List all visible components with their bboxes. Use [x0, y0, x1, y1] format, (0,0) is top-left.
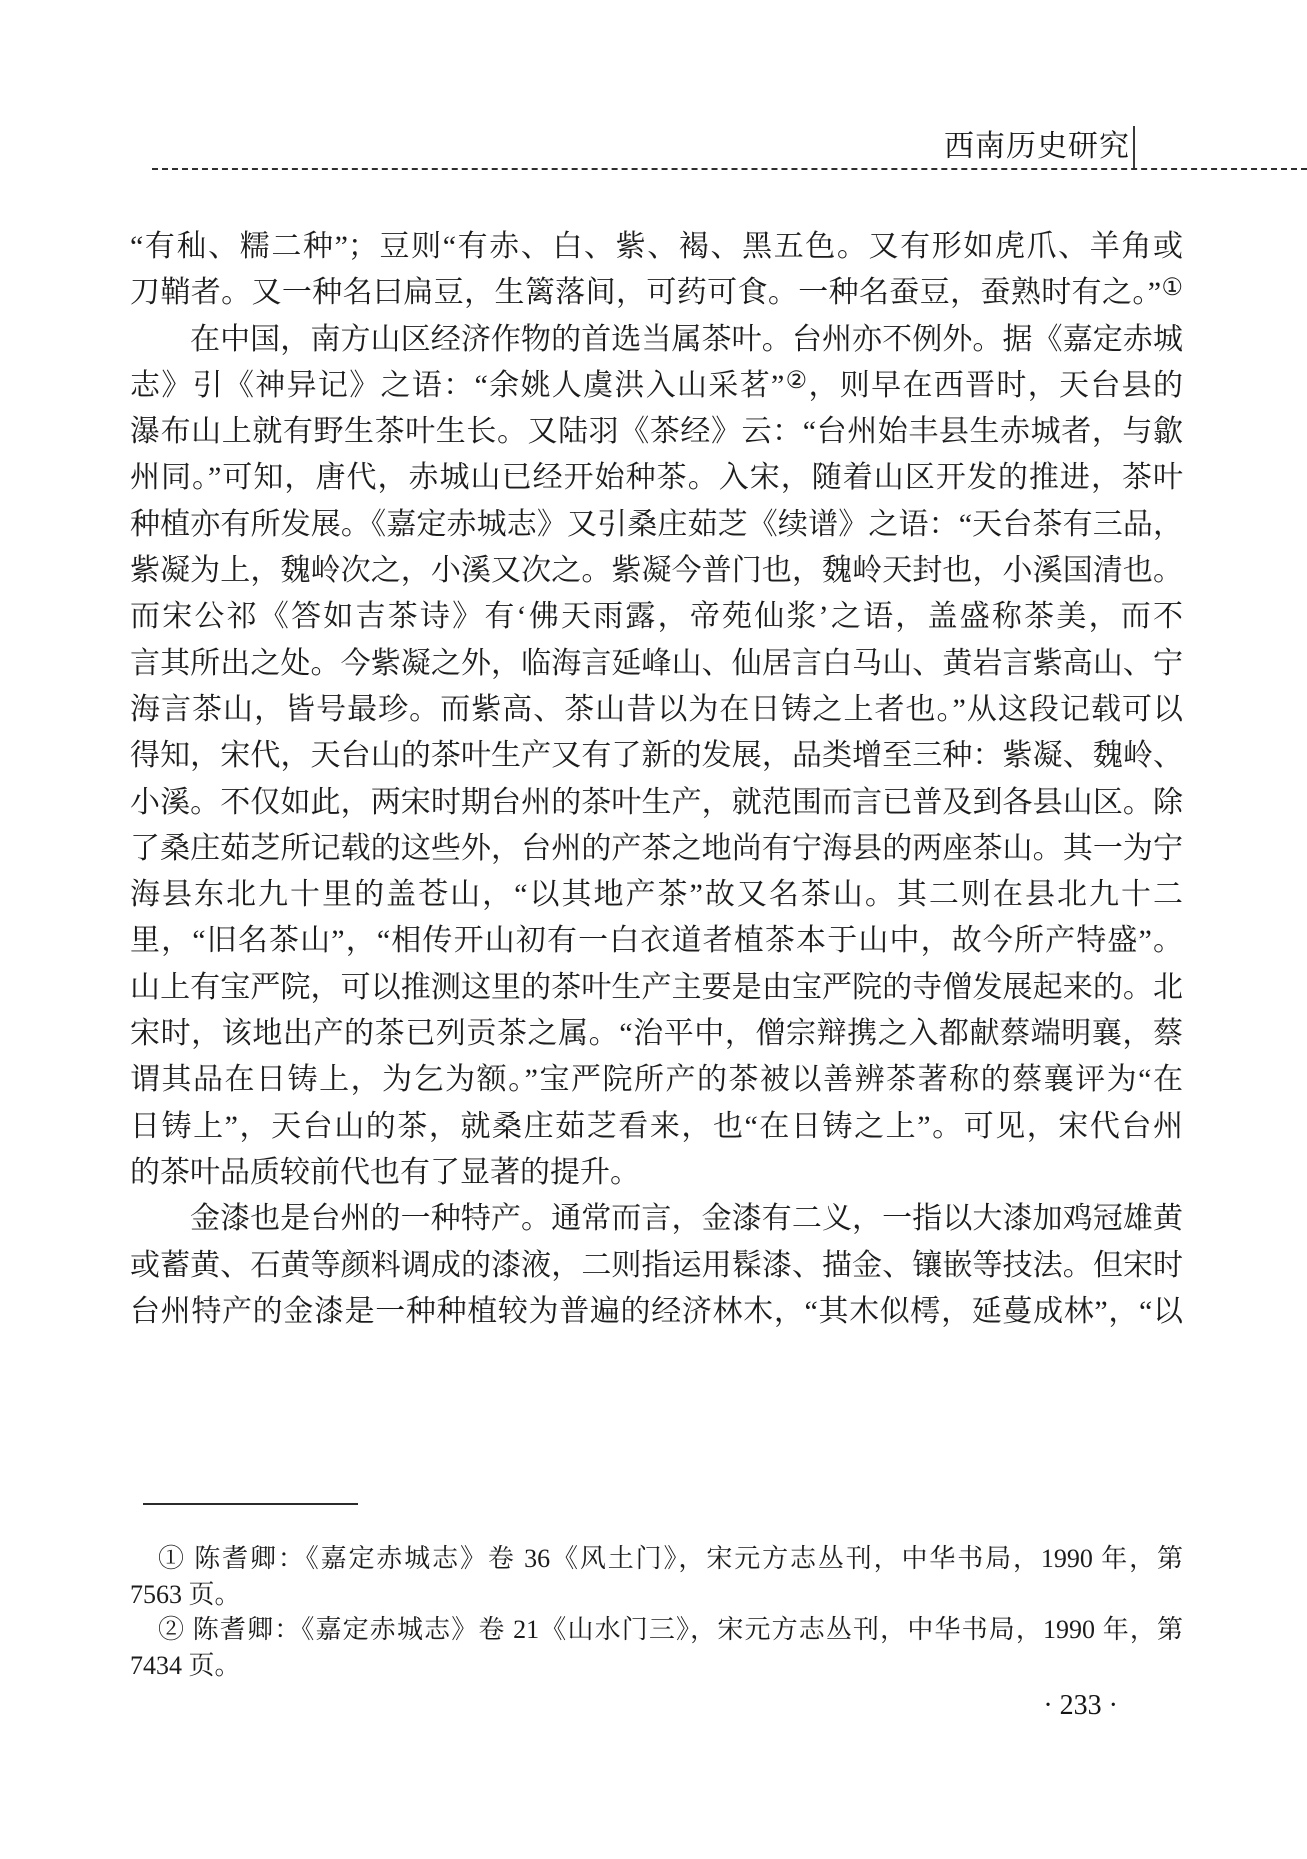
body-line: 金漆也是台州的一种特产。通常而言，金漆有二义，一指以大漆加鸡冠雄黄 — [190, 1202, 1183, 1236]
header-vertical-rule — [1133, 126, 1135, 170]
body-line: 志》引《神异记》之语：“余姚人虞洪入山采茗”②，则早在西晋时，天台县的 — [130, 367, 1183, 402]
body-text — [130, 224, 1183, 1335]
footnote-line: ① 陈耆卿：《嘉定赤城志》卷 36《风土门》，宋元方志丛刊，中华书局，1990 年，第 — [158, 1544, 1183, 1573]
body-line: 紫凝为上，魏岭次之，小溪又次之。紫凝今普门也，魏岭天封也，小溪国清也。 — [130, 554, 1183, 588]
footnote-line: 7563 页。 — [130, 1579, 241, 1609]
header-dashed-divider — [152, 168, 1307, 170]
body-line: 瀑布山上就有野生茶叶生长。又陆羽《茶经》云：“台州始丰县生赤城者，与歙 — [130, 415, 1183, 449]
running-head-title: 西南历史研究 — [944, 130, 1130, 163]
body-line: 了桑庄茹芝所记载的这些外，台州的产茶之地尚有宁海县的两座茶山。其一为宁 — [130, 831, 1183, 865]
footnotes — [130, 1541, 1183, 1683]
body-line: 台州特产的金漆是一种种植较为普遍的经济林木，“其木似樗，延蔓成林”，“以 — [130, 1294, 1183, 1328]
body-line: 而宋公祁《答如吉茶诗》有‘佛天雨露，帝苑仙浆’之语，盖盛称茶美，而不 — [130, 600, 1183, 634]
body-line: 的茶叶品质较前代也有了显著的提升。 — [130, 1155, 640, 1189]
body-line: 山上有宝严院，可以推测这里的茶叶生产主要是由宝严院的寺僧发展起来的。北 — [130, 970, 1183, 1004]
body-line: 日铸上”，天台山的茶，就桑庄茹芝看来，也“在日铸之上”。可见，宋代台州 — [130, 1109, 1183, 1143]
body-line: 或蓄黄、石黄等颜料调成的漆液，二则指运用髹漆、描金、镶嵌等技法。但宋时 — [130, 1248, 1183, 1282]
body-line: 种植亦有所发展。《嘉定赤城志》又引桑庄茹芝《续谱》之语：“天台茶有三品， — [130, 507, 1183, 541]
footnote-line: 7434 页。 — [130, 1650, 241, 1680]
body-line: 宋时，该地出产的茶已列贡茶之属。“治平中，僧宗辩携之入都献蔡端明襄，蔡 — [130, 1017, 1183, 1051]
body-line: 里，“旧名茶山”，“相传开山初有一白衣道者植茶本于山中，故今所产特盛”。 — [130, 924, 1183, 958]
body-line: 得知，宋代，天台山的茶叶生产又有了新的发展，品类增至三种：紫凝、魏岭、 — [130, 739, 1183, 773]
body-line: 州同。”可知，唐代，赤城山已经开始种茶。入宋，随着山区开发的推进，茶叶 — [130, 461, 1183, 495]
body-line: 小溪。不仅如此，两宋时期台州的茶叶生产，就范围而言已普及到各县山区。除 — [130, 785, 1183, 819]
page-number: · 233 · — [1043, 1690, 1118, 1721]
body-line: 海言茶山，皆号最珍。而紫高、茶山昔以为在日铸之上者也。”从这段记载可以 — [130, 692, 1183, 726]
body-line: 在中国，南方山区经济作物的首选当属茶叶。台州亦不例外。据《嘉定赤城 — [190, 322, 1183, 356]
body-line: 刀鞘者。又一种名曰扁豆，生篱落间，可药可食。一种名蚕豆，蚕熟时有之。”① — [130, 275, 1184, 310]
body-line: 海县东北九十里的盖苍山，“以其地产茶”故又名茶山。其二则在县北九十二 — [130, 878, 1183, 912]
body-line: “有秈、糯二种”；豆则“有赤、白、紫、褐、黑五色。又有形如虎爪、羊角或 — [130, 230, 1183, 263]
footnote-separator — [143, 1503, 358, 1505]
body-line: 谓其品在日铸上，为乞为额。”宝严院所产的茶被以善辨茶著称的蔡襄评为“在 — [130, 1063, 1183, 1097]
body-line: 言其所出之处。今紫凝之外，临海言延峰山、仙居言白马山、黄岩言紫高山、宁 — [130, 646, 1183, 680]
footnote-line: ② 陈耆卿：《嘉定赤城志》卷 21《山水门三》，宋元方志丛刊，中华书局，1990 年，第 — [158, 1615, 1183, 1644]
